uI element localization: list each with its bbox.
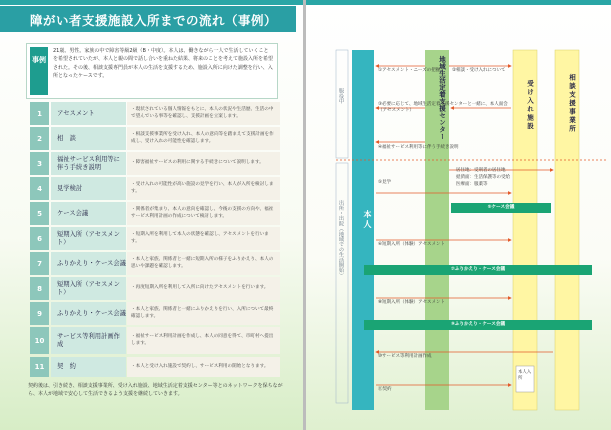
step-description: ・障害福祉サービスの利用に関する手続きについて説明します。 (127, 152, 280, 175)
case-meeting-band: ⑤ケース会議 (451, 203, 551, 213)
flow-chart (306, 0, 611, 430)
phase-before-label: 服役中 (338, 88, 344, 104)
phase-box-after (336, 163, 348, 403)
review-meeting-band: ⑦ふりかえり・ケース会議 (364, 265, 592, 275)
step-number: 6 (30, 227, 49, 250)
flow-note: ⑤見学 (378, 180, 392, 185)
step-row (30, 127, 280, 150)
step-description: ・現状されている個人情報をもとに、本人の状況や生活歴、生活の中で望んでいる事等を確認し、支援計画を立案します。 (127, 102, 280, 125)
flow-note: ②相談・受け入れについて (452, 68, 506, 73)
phase-box-before (336, 50, 348, 158)
intro-tag: 事例 (30, 47, 48, 95)
step-number: 10 (30, 327, 49, 354)
flow-note: ①アセスメント・ニーズの把握 (378, 68, 441, 73)
page-title: 障がい者支援施設入所までの流れ（事例） (30, 13, 278, 28)
phase-after-label: 出所・出院（地域での生活開始） (338, 200, 344, 278)
step-description: ・相談支援事業所を受け入れ、本人の意向等を踏まえて支援計画を作成し、受け入れの可能性を確認します。 (127, 127, 280, 150)
step-number: 9 (30, 302, 49, 325)
step-row (30, 227, 280, 250)
info-line: 医療面：服薬等 (456, 182, 488, 187)
step-description: ・再度短期入所を利用して入所に向けたアセスメントを行います。 (127, 277, 280, 300)
step-name: ふりかえり・ケース会議 (51, 252, 126, 275)
flow-note: ③必要に応じて、地域生活定着支援センターと一緒に、本人面会（アセスメント） (378, 102, 508, 114)
step-row (30, 327, 280, 354)
person-column (352, 50, 374, 410)
step-description: ・短期入所を利用して本人の状態を確認し、アセスメントを行います。 (127, 227, 280, 250)
info-line: 経済面：生活保護等の受給 (456, 175, 510, 180)
top-accent-bar (0, 0, 304, 5)
step-name: 契 約 (51, 357, 126, 377)
consult-column-label: 相談支援事業所 (568, 74, 576, 134)
flow-note: ⑥短期入所（体験）アセスメント (378, 242, 445, 247)
center-column-label: 地域生活定着支援センター (438, 56, 446, 140)
flow-note: ⑪契約 (378, 387, 392, 392)
step-row (30, 277, 280, 300)
person-column-label: 本人 (363, 210, 372, 230)
step-description: ・関係者が集まり、本人の意向を確認し、今後の支援の方向や、福祉サービス利用計画の作成について検討します。 (127, 202, 280, 225)
step-name: 短期入所（アセスメント） (51, 277, 126, 300)
step-name: アセスメント (51, 102, 126, 125)
intro-text: 21歳、男性。家族の中で障害等級2級（B・中度）。本人は、働きながら一人で生活していくことを希望されていたが、本人と親の間で話し合いを重ねた結果、将来のことを考えて施設入所を希望された。その後、相談支援専門員が本人の生活を支援するため、施設入所に向けた調整を行い、入所となったケースです。 (53, 48, 274, 79)
step-row (30, 252, 280, 275)
step-row (30, 302, 280, 325)
step-name: 福祉サービス利用等に伴う手続き説明 (51, 152, 126, 175)
step-row (30, 102, 280, 125)
step-description: ・本人と家族、関係者と一緒に短期入所の様子をふりかえり、本人の思いや課題を確認します。 (127, 252, 280, 275)
entry-label: 本人入所 (518, 370, 532, 382)
step-row (30, 202, 280, 225)
facility-column-label: 受け入れ施設 (526, 80, 534, 131)
step-name: ふりかえり・ケース会議 (51, 302, 126, 325)
flow-note: ⑧短期入所（体験）アセスメント (378, 300, 445, 305)
step-row (30, 177, 280, 200)
review-meeting-band: ⑨ふりかえり・ケース会議 (364, 320, 592, 330)
right-page (306, 0, 611, 430)
step-number: 8 (30, 277, 49, 300)
step-row (30, 152, 280, 175)
step-number: 2 (30, 127, 49, 150)
flow-note: ⑩サービス等利用計画作成 (378, 354, 432, 359)
left-page (0, 0, 304, 430)
step-name: 相 談 (51, 127, 126, 150)
step-description: ・受け入れの可能性が高い施設の見学を行い、本人が入所を検討します。 (127, 177, 280, 200)
step-description: ・本人と受け入れ施設で契約し、サービス利用の開始となります。 (127, 357, 280, 377)
step-description: ・本人と家族、関係者と一緒にふりかえりを行い、入所について最終確認します。 (127, 302, 280, 325)
step-number: 5 (30, 202, 49, 225)
step-name: ケース会議 (51, 202, 126, 225)
step-description: ・福祉サービス利用計画を作成し、本人の同意を得て、市町村へ提出します。 (127, 327, 280, 354)
step-number: 3 (30, 152, 49, 175)
step-row (30, 357, 280, 377)
step-name: サービス等利用計画作成 (51, 327, 126, 354)
step-number: 1 (30, 102, 49, 125)
step-name: 短期入所（アセスメント） (51, 227, 126, 250)
step-number: 11 (30, 357, 49, 377)
step-number: 7 (30, 252, 49, 275)
step-number: 4 (30, 177, 49, 200)
info-line: 居住地：受刑者の居住地 (456, 168, 506, 173)
footnote: 契約後は、引き続き、相談支援事業所、受け入れ施設、地域生活定着支援センター等とのネットワークを保ちながら、本人が地域で安心して生活できるよう支援を継続していきます。 (28, 383, 283, 397)
flow-note: ④福祉サービス利用等に伴う手続き説明 (378, 145, 459, 150)
step-name: 見学検討 (51, 177, 126, 200)
